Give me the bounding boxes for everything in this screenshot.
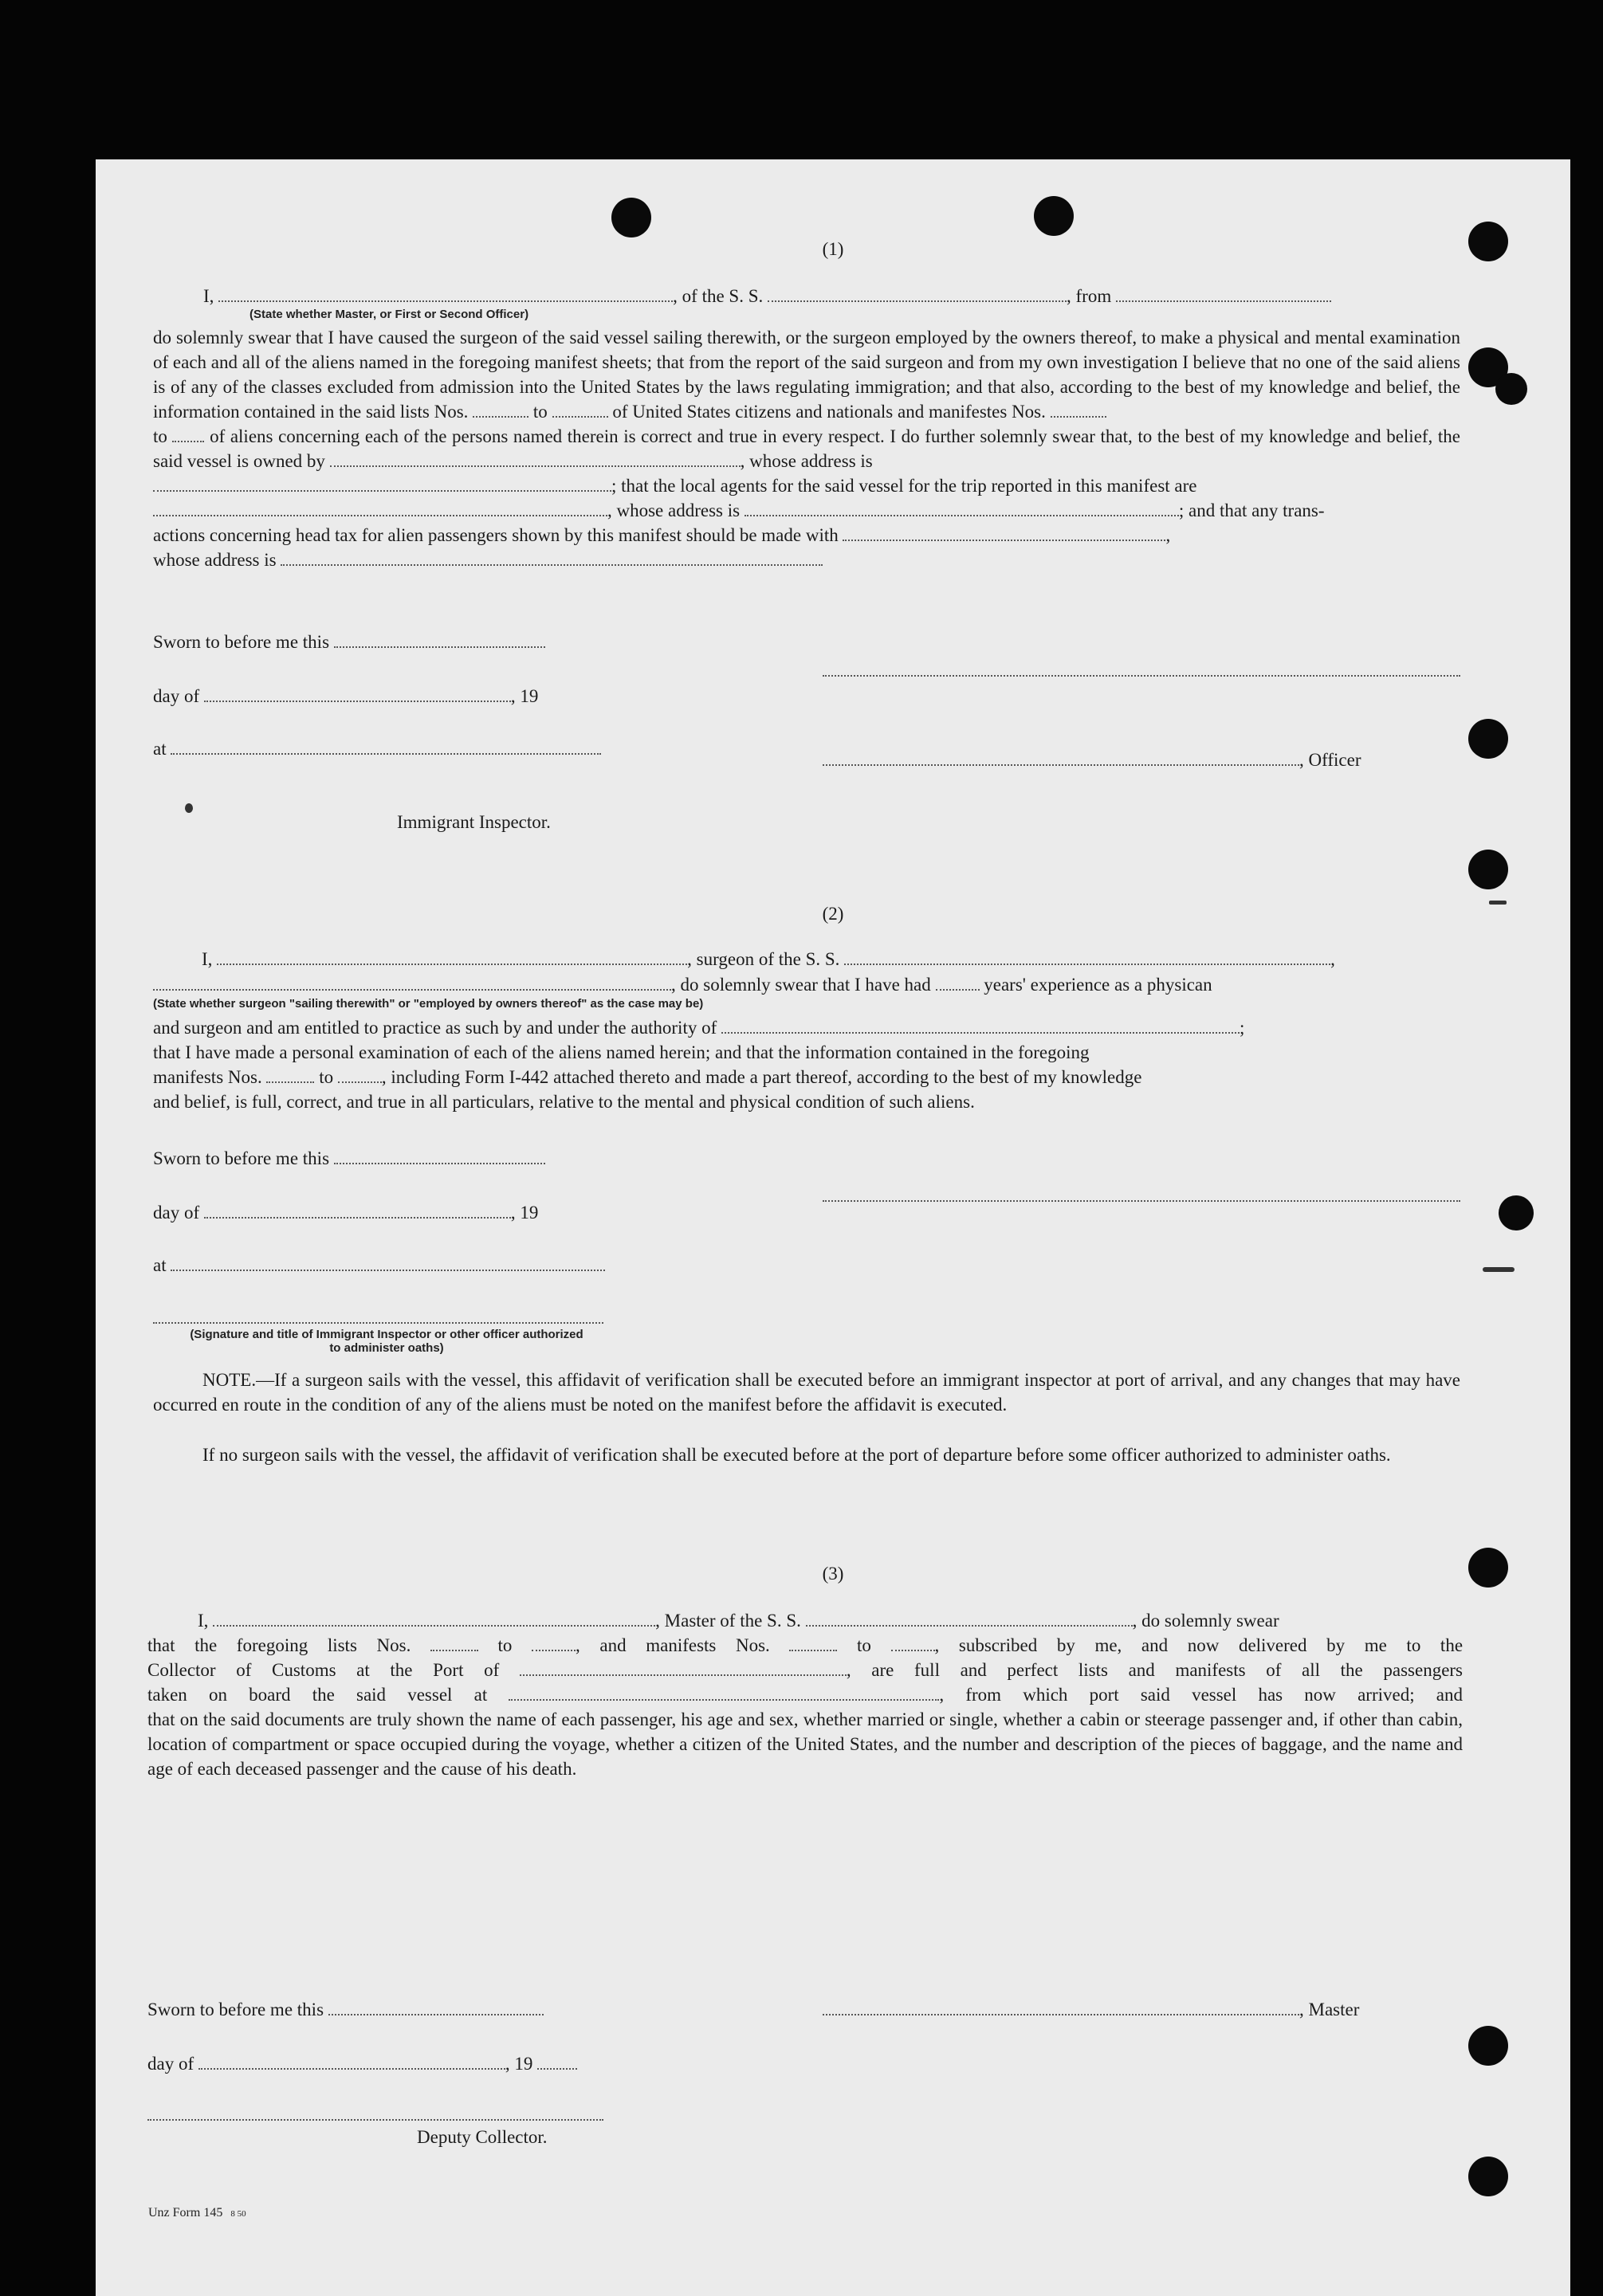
boarding-port-field[interactable] xyxy=(509,1698,939,1701)
punch-hole xyxy=(1468,2026,1508,2066)
surgeon-manifests-to-field[interactable] xyxy=(338,1081,382,1083)
section-3-day-of: day of , 19 xyxy=(147,2051,577,2076)
month-field[interactable] xyxy=(204,700,511,702)
section-2-line-2: , do solemnly swear that I have had years' experience as a physican xyxy=(153,972,1460,997)
section-2-sworn: Sworn to before me this xyxy=(153,1146,545,1171)
owner-field[interactable] xyxy=(330,465,741,467)
officer-name-field[interactable] xyxy=(218,300,673,302)
section-1-day-of: day of , 19 xyxy=(153,686,539,706)
section-2-day-of: day of , 19 xyxy=(153,1203,539,1223)
master-month-field[interactable] xyxy=(198,2067,505,2070)
note-paragraph-1: NOTE.—If a surgeon sails with the vessel, this affidavit of verification shall be executed before an immigrant inspector at port of arrival, and any changes that may have occurred en route in the condition of any of the aliens must be noted on the manifest before the affidavit is executed. xyxy=(153,1370,1460,1415)
surgeon-signature-line[interactable] xyxy=(823,1199,1460,1202)
collector-manifests-to-field[interactable] xyxy=(891,1649,935,1651)
surgeon-note: (State whether surgeon "sailing therewith" or "employed by owners thereof" as the case may be) xyxy=(153,997,704,1011)
collector-manifests-from-field[interactable] xyxy=(789,1649,837,1651)
place-field[interactable] xyxy=(171,752,601,755)
officer-note: (State whether Master, or First or Second Officer) xyxy=(249,308,529,321)
collector-lists-from-field[interactable] xyxy=(430,1649,478,1651)
lists-to-field[interactable] xyxy=(552,415,608,418)
punch-hole xyxy=(1495,373,1527,405)
surgeon-month-field[interactable] xyxy=(204,1216,511,1219)
section-3-sworn: Sworn to before me this xyxy=(147,1997,544,2022)
officer-signature-field[interactable] xyxy=(823,763,1299,766)
surgeon-vessel-field[interactable] xyxy=(844,963,1330,965)
section-2-at: at xyxy=(153,1253,605,1278)
vessel-name-field[interactable] xyxy=(768,300,1067,302)
port-of-field[interactable] xyxy=(520,1674,847,1676)
agents-address-field[interactable] xyxy=(745,514,1179,516)
punch-hole xyxy=(1468,850,1508,889)
inspector-signature-line[interactable] xyxy=(153,1321,603,1324)
collector-lists-to-field[interactable] xyxy=(532,1649,576,1651)
master-vessel-field[interactable] xyxy=(806,1624,1133,1627)
signature-line[interactable] xyxy=(823,674,1460,677)
surgeon-place-field[interactable] xyxy=(171,1269,605,1271)
section-2-paragraph: and surgeon and am entitled to practice as such by and under the authority of ; that I have made a personal examination of each of the aliens named herein; and that the information contained in the foregoing manifests Nos. to , including Form I-442 attached thereto and made a part thereof, according to the best of my knowledge and belief, is full, correct, and true in all particulars, relative to the mental and physical condition of such aliens. xyxy=(153,1018,1245,1112)
master-year-field[interactable] xyxy=(537,2067,577,2070)
master-signature-field[interactable] xyxy=(823,2013,1299,2015)
master-sworn-day-field[interactable] xyxy=(328,2013,544,2015)
lists-from-field[interactable] xyxy=(473,415,528,418)
section-1-at: at xyxy=(153,736,601,761)
punch-hole xyxy=(611,198,651,237)
form-number: Unz Form 145 8 50 xyxy=(148,2206,246,2219)
from-port-field[interactable] xyxy=(1116,300,1331,302)
surgeon-sworn-day-field[interactable] xyxy=(334,1162,545,1164)
surgeon-manifests-from-field[interactable] xyxy=(266,1081,314,1083)
sworn-day-field[interactable] xyxy=(334,646,545,648)
section-3-master: , Master xyxy=(823,1997,1359,2022)
deputy-collector-label: Deputy Collector. xyxy=(417,2127,548,2147)
note-paragraph-2: If no surgeon sails with the vessel, the affidavit of verification shall be executed before at the port of departure before some officer authorized to administer oaths. xyxy=(202,1445,1391,1465)
signature-note: (Signature and title of Immigrant Inspector or other officer authorized to administer oaths) xyxy=(190,1328,583,1355)
head-tax-contact-field[interactable] xyxy=(843,539,1165,541)
head-tax-address-field[interactable] xyxy=(281,563,823,566)
section-3-paragraph: that the foregoing lists Nos. to , and manifests Nos. to , subscribed by me, and now delivered by me to the Collector of Customs at the Port of , are full and perfect lists and manifests of all the passengers taken on board the said vessel at , from which port said vessel has now arrived; and that on the said documents are truly shown the name of each passenger, his age and sex, whether married or single, whether a cabin or steerage passenger and, if other than cabin, location of compartment or space occupied during the voyage, whether a citizen of the United States, and the number and description of the pieces of baggage, and the name and age of each deceased passenger and the cause of his death. xyxy=(147,1635,1464,1779)
section-2-number: (2) xyxy=(822,904,844,924)
surgeon-type-field[interactable] xyxy=(153,988,671,991)
years-experience-field[interactable] xyxy=(936,988,980,991)
section-3-line-1: I, , Master of the S. S. , do solemnly swear xyxy=(198,1611,1279,1631)
punch-hole xyxy=(1468,2157,1508,2196)
section-1-line-1: I, , of the S. S. , from xyxy=(203,284,1463,308)
section-1-officer: , Officer xyxy=(823,748,1361,772)
surgeon-name-field[interactable] xyxy=(217,963,687,965)
section-1-number: (1) xyxy=(822,239,844,259)
punch-hole xyxy=(1034,196,1074,236)
section-1-paragraph: do solemnly swear that I have caused the surgeon of the said vessel sailing therewith, or the surgeon employed by the owners thereof, to make a physical and mental examination of each and all of the aliens named in the foregoing manifest sheets; that from the report of the said surgeon and from my own investigation I believe that no one of the said aliens is of any of the classes excluded from admission into the United States by the laws regulating immigration; and that also, according to the best of my knowledge and belief, the information contained in the said lists Nos. to of United States citizens and nationals and manifestes Nos. to of aliens concerning each of the persons named therein is correct and true in every respect. I do further solemnly swear that, to the best of my knowledge and belief, the said vessel is owned by , whose address is ; that the local agents for the said vessel for the trip reported in this manifest are , whose address is ; and that any trans- actions concerning head tax for alien passengers shown by this manifest should be made with , whose address is xyxy=(153,328,1461,570)
punch-hole xyxy=(1499,1195,1534,1230)
section-2-line-1: I, , surgeon of the S. S. , xyxy=(202,949,1335,969)
deputy-signature-line[interactable] xyxy=(147,2118,603,2121)
local-agents-field[interactable] xyxy=(153,514,607,516)
manifests-from-field[interactable] xyxy=(1051,415,1106,418)
punch-hole xyxy=(1468,719,1508,759)
section-3-number: (3) xyxy=(822,1564,844,1584)
manifests-to-field[interactable] xyxy=(172,440,204,442)
authority-field[interactable] xyxy=(721,1031,1240,1034)
section-1-sworn: Sworn to before me this xyxy=(153,630,545,654)
master-name-field[interactable] xyxy=(213,1624,655,1627)
immigrant-inspector-label: Immigrant Inspector. xyxy=(397,812,551,832)
owner-address-field[interactable] xyxy=(153,489,611,492)
form-page xyxy=(96,159,1570,2296)
